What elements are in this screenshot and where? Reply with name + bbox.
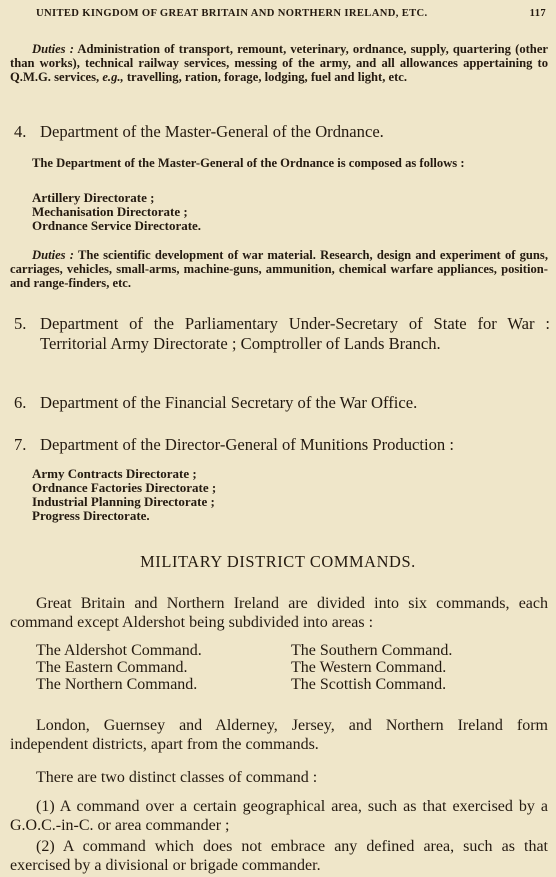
section-number: 6. — [14, 393, 27, 412]
list-item: The Aldershot Command. — [36, 642, 202, 659]
independent-districts-paragraph: London, Guernsey and Alderney, Jersey, and Northern Ireland form independent districts, apart from the commands. — [10, 717, 548, 753]
section-5-heading — [14, 314, 550, 354]
section-title: Department of the Director-General of Munitions Production : — [40, 435, 454, 454]
commands-list — [36, 642, 546, 693]
qmg-duties-paragraph: Duties : Administration of transport, remount, veterinary, ordnance, supply, quartering (other than works), technical railway services, messing of the army, and all allowances appertaining to Q.M.G. services, e.g., travelling, ration, forage, lodging, fuel and light, etc. — [10, 42, 548, 84]
section-4-duties: Duties : The scientific development of war material. Research, design and experiment of guns, carriages, vehicles, small-arms, machine-guns, ammunition, chemical warfare appliances, position- and range-finders, etc. — [10, 248, 548, 290]
section-4-list — [10, 191, 548, 233]
running-title: UNITED KINGDOM OF GREAT BRITAIN AND NORTHERN IRELAND, ETC. — [36, 8, 428, 19]
section-title: Department of the Master-General of the Ordnance. — [40, 122, 384, 141]
classes-intro: There are two distinct classes of command : — [36, 769, 318, 786]
section-number: 4. — [14, 122, 27, 141]
duties-label: Duties : — [32, 42, 74, 56]
section-7-heading — [14, 435, 550, 455]
commands-left-column — [36, 642, 291, 693]
page-number: 117 — [529, 8, 546, 19]
section-7-list — [10, 467, 548, 523]
section-4-heading — [14, 122, 550, 142]
list-item: Ordnance Factories Directorate ; — [32, 480, 217, 495]
section-4-intro: The Department of the Master-General of the Ordnance is composed as follows : — [32, 156, 465, 170]
list-item: Progress Directorate. — [32, 508, 150, 523]
list-item: Artillery Directorate ; — [32, 190, 155, 205]
duties-label: Duties : — [32, 248, 74, 262]
class-2-paragraph: (2) A command which does not embrace any defined area, such as that exercised by a divisional or brigade commander. — [10, 838, 548, 874]
running-header — [36, 8, 546, 19]
list-item: Army Contracts Directorate ; — [32, 466, 197, 481]
section-title: Department of the Parliamentary Under-Secretary of State for War : Territorial Army Directorate ; Comptroller of Lands Branch. — [40, 314, 550, 353]
section-number: 7. — [14, 435, 27, 454]
list-item: The Scottish Command. — [291, 676, 447, 693]
class-1-paragraph: (1) A command over a certain geographical area, such as that exercised by a G.O.C.-in-C. or area commander ; — [10, 798, 548, 834]
section-number: 5. — [14, 314, 27, 333]
section-title: Department of the Financial Secretary of the War Office. — [40, 393, 418, 412]
list-item: The Eastern Command. — [36, 659, 188, 676]
commands-heading: MILITARY DISTRICT COMMANDS. — [140, 552, 416, 571]
list-item: Ordnance Service Directorate. — [32, 218, 202, 233]
list-item: The Northern Command. — [36, 676, 198, 693]
list-item: The Western Command. — [291, 659, 447, 676]
list-item: Industrial Planning Directorate ; — [32, 494, 215, 509]
commands-intro: Great Britain and Northern Ireland are divided into six commands, each command except Aldershot being subdivided into areas : — [10, 595, 548, 631]
section-6-heading — [14, 393, 550, 413]
list-item: The Southern Command. — [291, 642, 453, 659]
commands-right-column — [291, 642, 546, 693]
list-item: Mechanisation Directorate ; — [32, 204, 188, 219]
